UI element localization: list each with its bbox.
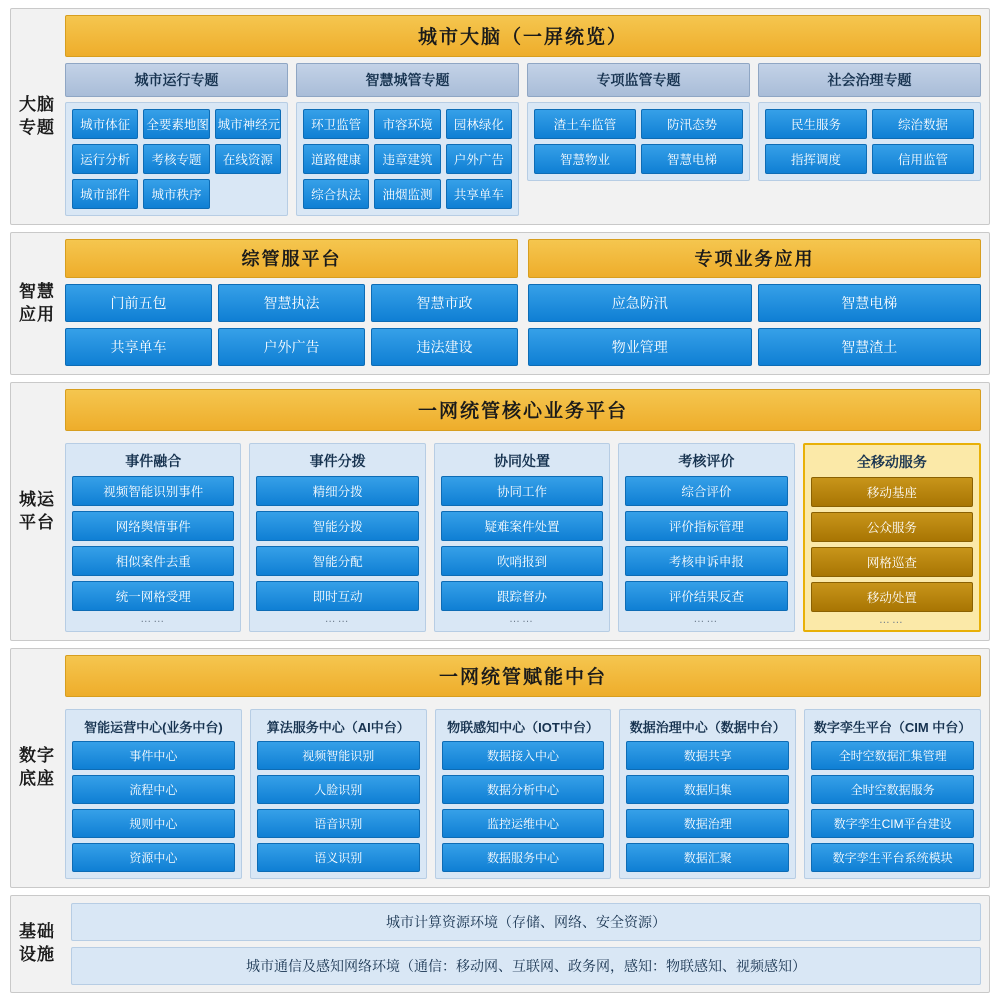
label-line-1: 城运 (19, 489, 55, 509)
core-business-platform-columns (65, 443, 981, 632)
brain-chip-group (758, 102, 981, 181)
base-column-title: 算法服务中心（AI中台） (266, 720, 410, 735)
ops-column-more: …… (140, 613, 167, 625)
infrastructure-row-network[interactable]: 城市通信及感知网络环境（通信：移动网、互联网、政务网，感知：物联感知、视频感知） (71, 947, 981, 985)
section-smart-application (10, 232, 990, 375)
section-body-infrastructure (63, 896, 989, 992)
brain-chip[interactable]: 运行分析 (72, 144, 138, 174)
base-column-title: 数字孪生平台（CIM 中台） (813, 720, 972, 735)
label-line-2: 专题 (19, 117, 55, 137)
base-column-title: 物联感知中心（IOT中台） (447, 720, 599, 735)
label-line-1: 数字 (19, 746, 55, 766)
brain-chip[interactable]: 共享单车 (446, 179, 512, 209)
ops-column-more: …… (324, 613, 351, 625)
ops-column-collaborative-handling (434, 443, 610, 632)
app-chip[interactable]: 应急防汛 (528, 284, 752, 322)
smart-application-left (65, 239, 518, 366)
base-chip[interactable]: 流程中心 (72, 775, 235, 804)
base-chip[interactable]: 事件中心 (72, 741, 235, 770)
base-chip[interactable]: 数据分析中心 (442, 775, 605, 804)
app-chip[interactable]: 违法建设 (371, 328, 518, 366)
label-line-2: 平台 (19, 512, 55, 532)
ops-chip[interactable]: 网格巡查 (811, 547, 973, 577)
ops-column-items (811, 477, 973, 612)
base-column-items (442, 741, 605, 872)
brain-chip[interactable]: 城市部件 (72, 179, 138, 209)
ops-column-title: 事件分拨 (309, 453, 366, 469)
ops-column-more: …… (693, 613, 720, 625)
base-column-items (626, 741, 789, 872)
brain-chip[interactable]: 综治数据 (872, 109, 974, 139)
city-brain-columns (65, 63, 981, 216)
ops-chip[interactable]: 评价结果反查 (625, 581, 787, 611)
base-column-items (72, 741, 235, 872)
section-label-digital-base (11, 649, 63, 887)
app-chip[interactable]: 智慧渣土 (758, 328, 982, 366)
brain-chip[interactable]: 民生服务 (765, 109, 867, 139)
brain-chip[interactable]: 户外广告 (446, 144, 512, 174)
ops-chip[interactable]: 吹哨报到 (441, 546, 603, 576)
ops-chip[interactable]: 移动基座 (811, 477, 973, 507)
infrastructure-row-computing[interactable]: 城市计算资源环境（存储、网络、安全资源） (71, 903, 981, 941)
section-label-city-brain (11, 9, 63, 224)
brain-column-head: 城市运行专题 (65, 63, 288, 97)
brain-chip[interactable]: 综合执法 (303, 179, 369, 209)
brain-chip[interactable]: 城市神经元 (215, 109, 281, 139)
brain-chip[interactable]: 考核专题 (143, 144, 209, 174)
label-line-2: 设施 (19, 945, 55, 964)
brain-column-special-supervision (527, 63, 750, 216)
ops-chip[interactable]: 智能分配 (256, 546, 418, 576)
section-label-smart-application (11, 233, 63, 374)
base-chip[interactable]: 数字孪生CIM平台建设 (811, 809, 974, 838)
ops-chip[interactable]: 评价指标管理 (625, 511, 787, 541)
brain-chip-group (527, 102, 750, 181)
base-chip[interactable]: 数据汇聚 (626, 843, 789, 872)
ops-chip[interactable]: 跟踪督办 (441, 581, 603, 611)
section-body-city-brain (63, 9, 989, 224)
smart-application-columns (65, 239, 981, 366)
app-chip[interactable]: 共享单车 (65, 328, 212, 366)
brain-chip[interactable]: 智慧物业 (534, 144, 636, 174)
section-city-ops-platform (10, 382, 990, 641)
brain-column-city-operation (65, 63, 288, 216)
brain-column-head: 社会治理专题 (758, 63, 981, 97)
label-line-1: 智慧 (19, 281, 55, 301)
base-chip[interactable]: 数据归集 (626, 775, 789, 804)
base-column-business-middle-platform (65, 709, 242, 879)
base-chip[interactable]: 视频智能识别 (257, 741, 420, 770)
base-chip[interactable]: 语音识别 (257, 809, 420, 838)
brain-chip[interactable]: 渣土车监管 (534, 109, 636, 139)
brain-chip[interactable]: 园林绿化 (446, 109, 512, 139)
ops-chip[interactable]: 公众服务 (811, 512, 973, 542)
section-digital-base (10, 648, 990, 888)
base-chip[interactable]: 数据治理 (626, 809, 789, 838)
label-line-1: 大脑 (19, 94, 55, 114)
app-chip[interactable]: 户外广告 (218, 328, 365, 366)
ops-column-event-dispatch (249, 443, 425, 632)
brain-chip[interactable]: 城市秩序 (143, 179, 209, 209)
brain-chip-group (65, 102, 288, 216)
enabling-middle-platform-title: 一网统管赋能中台 (65, 655, 981, 697)
label-line-2: 底座 (19, 769, 55, 788)
enabling-middle-platform-columns (65, 709, 981, 879)
brain-chip[interactable]: 防汛态势 (641, 109, 743, 139)
ops-chip[interactable]: 协同工作 (441, 476, 603, 506)
ops-column-title: 全移动服务 (856, 454, 927, 470)
core-business-platform-title: 一网统管核心业务平台 (65, 389, 981, 431)
brain-column-social-governance (758, 63, 981, 216)
ops-chip[interactable]: 疑难案件处置 (441, 511, 603, 541)
section-body-digital-base (63, 649, 989, 887)
ops-chip[interactable]: 网络舆情事件 (72, 511, 234, 541)
label-line-1: 基础 (19, 922, 55, 942)
ops-column-items (441, 476, 603, 611)
ops-chip[interactable]: 综合评价 (625, 476, 787, 506)
base-column-title: 数据治理中心（数据中台） (629, 720, 786, 735)
app-chip[interactable]: 智慧市政 (371, 284, 518, 322)
ops-chip[interactable]: 智能分拨 (256, 511, 418, 541)
ops-column-title: 协同处置 (494, 453, 551, 469)
brain-chip[interactable]: 在线资源 (215, 144, 281, 174)
base-chip[interactable]: 监控运维中心 (442, 809, 605, 838)
ops-column-items (72, 476, 234, 611)
section-city-brain (10, 8, 990, 225)
comprehensive-platform-title: 综管服平台 (65, 239, 518, 278)
special-business-title: 专项业务应用 (528, 239, 981, 278)
brain-chip[interactable]: 信用监管 (872, 144, 974, 174)
brain-chip[interactable]: 全要素地图 (143, 109, 209, 139)
brain-chip[interactable]: 违章建筑 (374, 144, 440, 174)
ops-chip[interactable]: 即时互动 (256, 581, 418, 611)
brain-column-head: 专项监管专题 (527, 63, 750, 97)
app-chip[interactable]: 智慧执法 (218, 284, 365, 322)
brain-chip[interactable]: 指挥调度 (765, 144, 867, 174)
ops-column-more: …… (878, 614, 905, 626)
app-chip[interactable]: 物业管理 (528, 328, 752, 366)
base-chip[interactable]: 资源中心 (72, 843, 235, 872)
brain-chip[interactable]: 智慧电梯 (641, 144, 743, 174)
section-body-city-ops-platform (63, 383, 989, 640)
ops-column-title: 事件融合 (125, 453, 182, 469)
brain-chip[interactable]: 道路健康 (303, 144, 369, 174)
brain-column-head: 智慧城管专题 (296, 63, 519, 97)
section-infrastructure (10, 895, 990, 993)
base-column-data-middle-platform (619, 709, 796, 879)
base-chip[interactable]: 语义识别 (257, 843, 420, 872)
ops-column-title: 考核评价 (678, 453, 735, 469)
base-chip[interactable]: 数据接入中心 (442, 741, 605, 770)
ops-chip[interactable]: 视频智能识别事件 (72, 476, 234, 506)
ops-chip[interactable]: 精细分拨 (256, 476, 418, 506)
base-column-items (811, 741, 974, 872)
ops-column-items (256, 476, 418, 611)
ops-column-more: …… (509, 613, 536, 625)
ops-chip[interactable]: 统一网格受理 (72, 581, 234, 611)
base-column-ai-middle-platform (250, 709, 427, 879)
base-column-cim-platform (804, 709, 981, 879)
section-label-infrastructure (11, 896, 63, 992)
base-column-title: 智能运营中心(业务中台) (84, 720, 223, 735)
city-brain-title: 城市大脑（一屏统览） (65, 15, 981, 57)
brain-column-smart-urban-management (296, 63, 519, 216)
comprehensive-platform-items (65, 284, 518, 366)
section-body-smart-application (63, 233, 989, 374)
base-chip[interactable]: 全时空数据服务 (811, 775, 974, 804)
base-chip[interactable]: 数据共享 (626, 741, 789, 770)
section-label-city-ops-platform (11, 383, 63, 640)
brain-chip[interactable]: 城市体征 (72, 109, 138, 139)
brain-chip[interactable]: 环卫监管 (303, 109, 369, 139)
app-chip[interactable]: 门前五包 (65, 284, 212, 322)
base-chip[interactable]: 人脸识别 (257, 775, 420, 804)
ops-chip[interactable]: 相似案件去重 (72, 546, 234, 576)
base-chip[interactable]: 规则中心 (72, 809, 235, 838)
base-chip[interactable]: 全时空数据汇集管理 (811, 741, 974, 770)
ops-chip[interactable]: 移动处置 (811, 582, 973, 612)
ops-column-assessment (618, 443, 794, 632)
smart-application-right (528, 239, 981, 366)
ops-column-event-fusion (65, 443, 241, 632)
brain-chip[interactable]: 油烟监测 (374, 179, 440, 209)
ops-column-full-mobile-service (803, 443, 981, 632)
special-business-items (528, 284, 981, 366)
app-chip[interactable]: 智慧电梯 (758, 284, 982, 322)
ops-chip[interactable]: 考核申诉申报 (625, 546, 787, 576)
base-column-iot-middle-platform (435, 709, 612, 879)
label-line-2: 应用 (19, 304, 55, 324)
brain-chip[interactable]: 市容环境 (374, 109, 440, 139)
base-chip[interactable]: 数字孪生平台系统模块 (811, 843, 974, 872)
base-chip[interactable]: 数据服务中心 (442, 843, 605, 872)
base-column-items (257, 741, 420, 872)
ops-column-items (625, 476, 787, 611)
brain-chip-group (296, 102, 519, 216)
